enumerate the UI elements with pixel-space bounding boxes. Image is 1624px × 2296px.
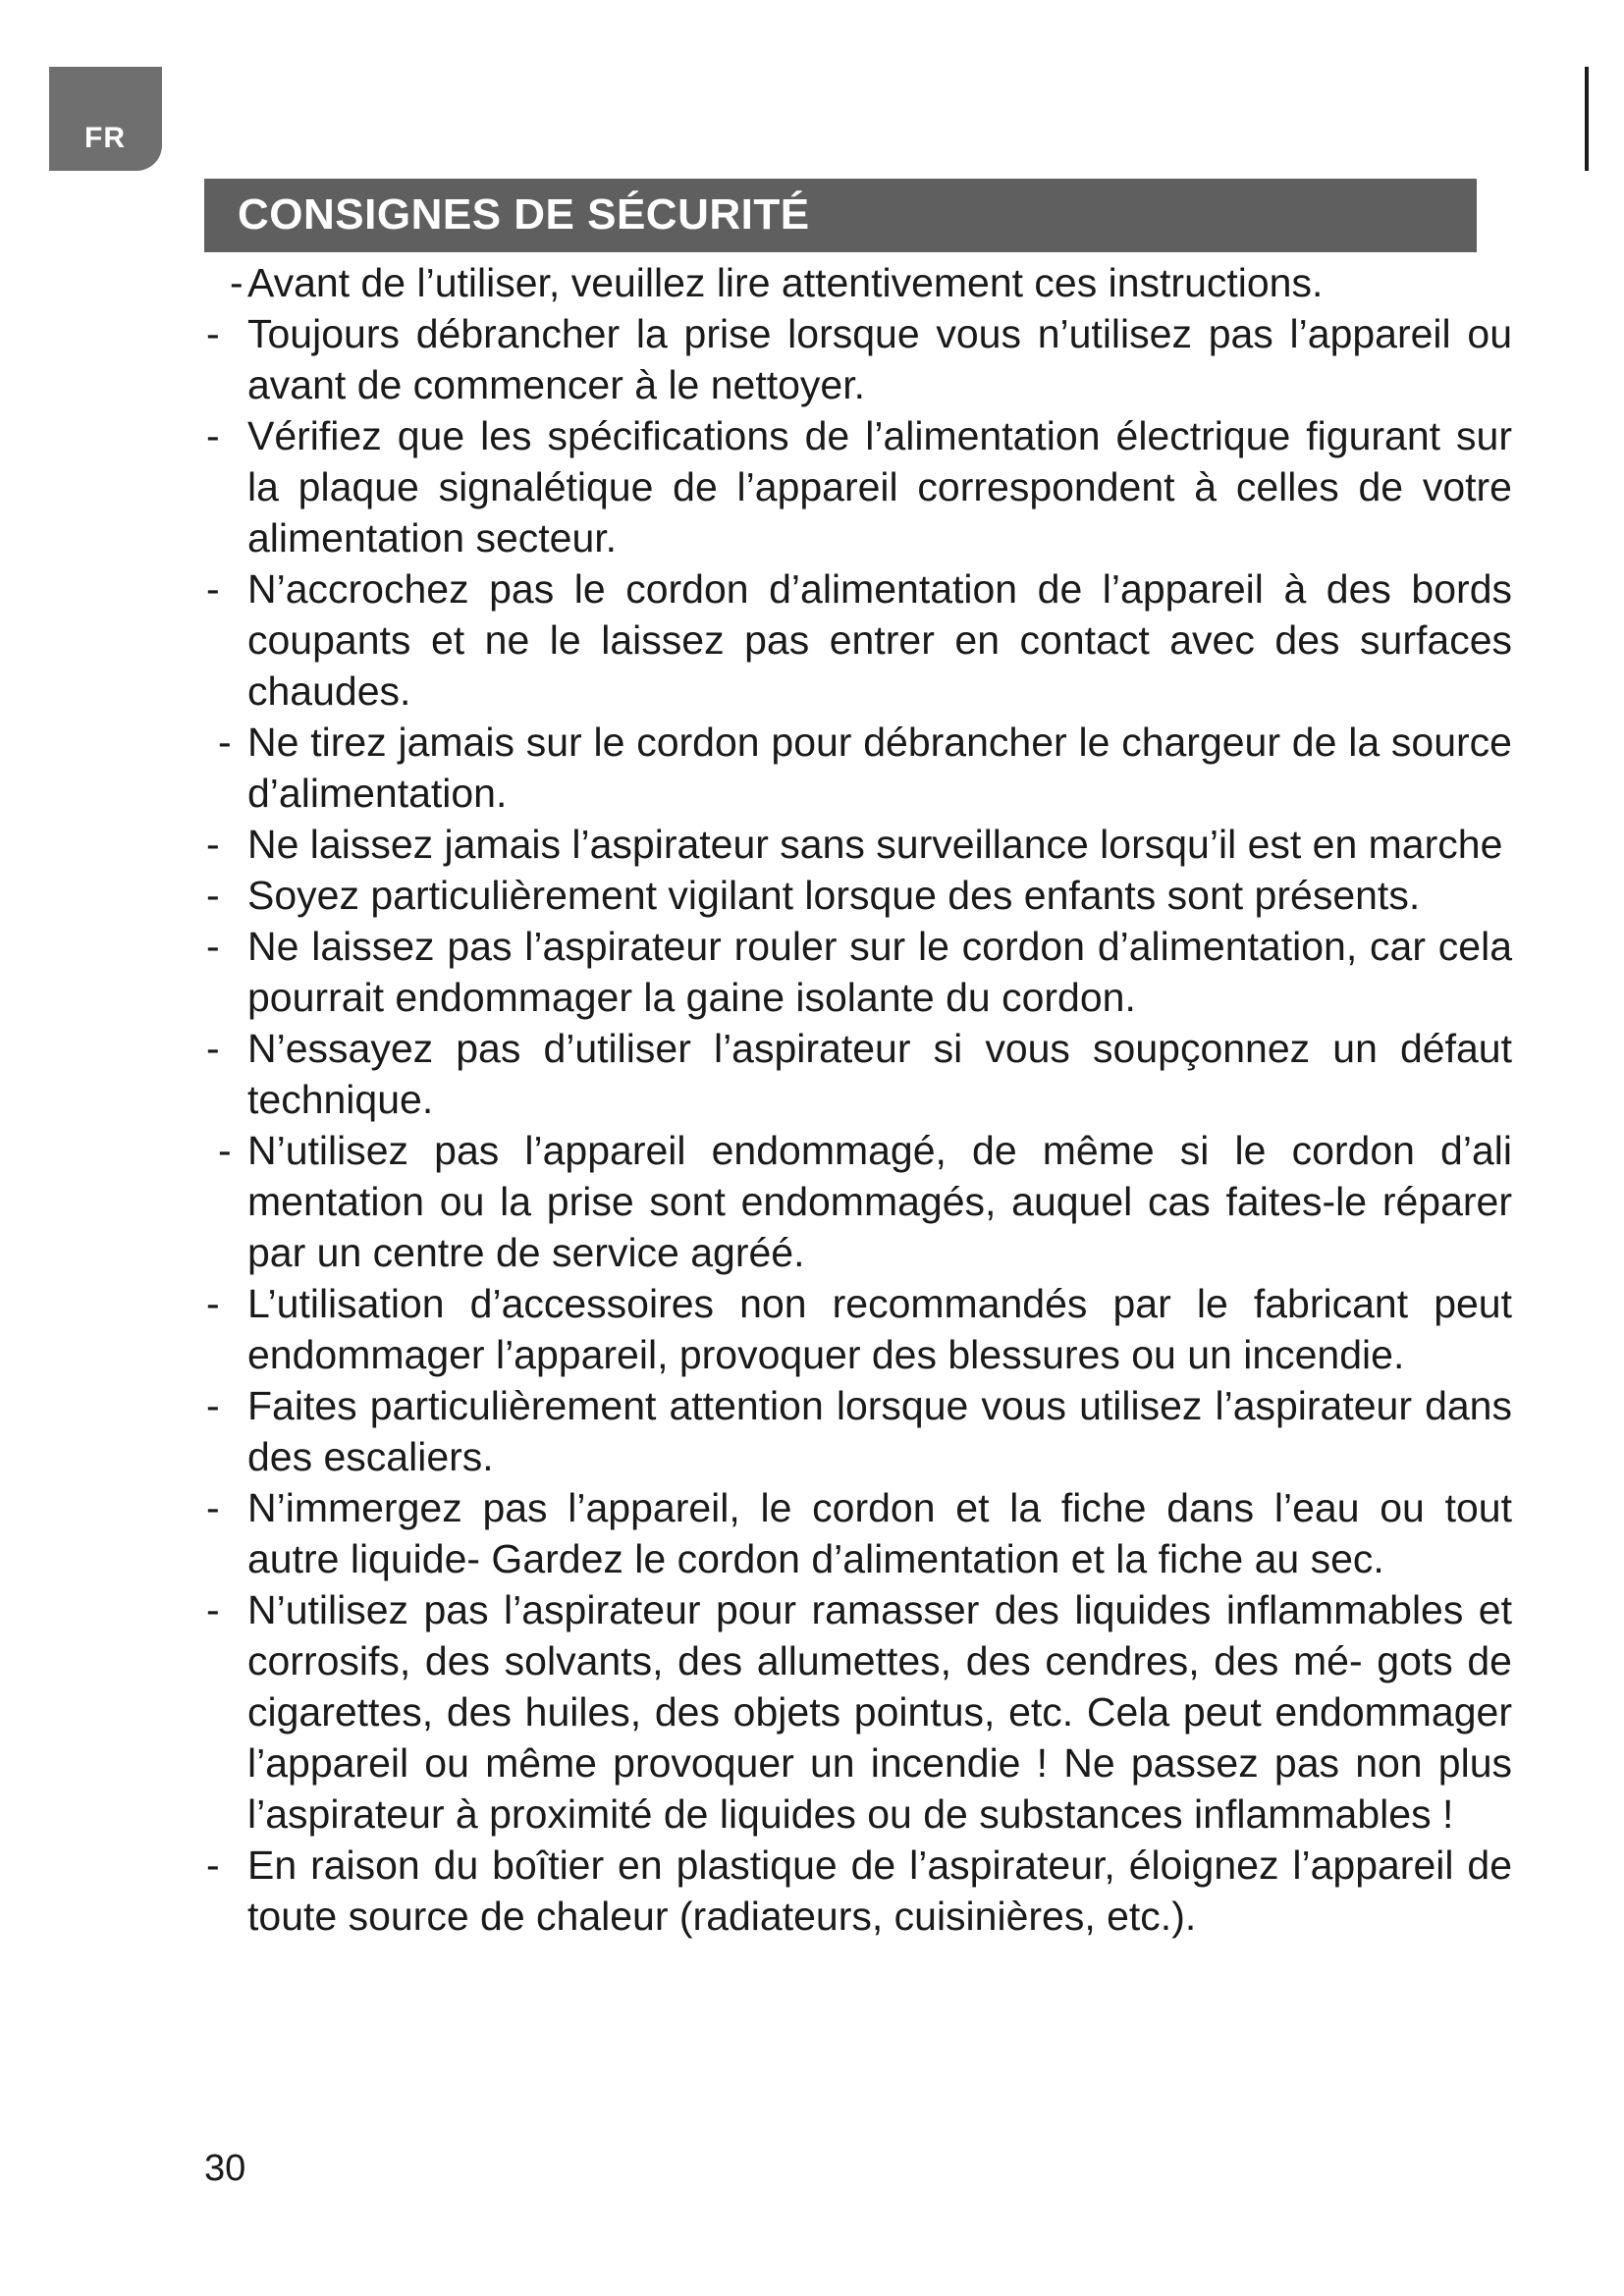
list-item: - Avant de l’utiliser, veuillez lire attentivement ces instructions. — [196, 257, 1512, 308]
page-number: 30 — [204, 2148, 246, 2189]
list-item: - En raison du boîtier en plastique de l’aspirateur, éloignez l’appareil de toute source de chaleur (radiateurs, cuisinières, etc.). — [196, 1840, 1512, 1942]
list-item: - N’accrochez pas le cordon d’alimentation de l’appareil à des bords coupants et ne le laissez pas entrer en contact avec des surfaces chaudes. — [196, 563, 1512, 717]
list-item: - Soyez particulièrement vigilant lorsque des enfants sont présents. — [196, 870, 1512, 921]
list-item: - N’immergez pas l’appareil, le cordon et la fiche dans l’eau ou tout autre liquide- Gardez le cordon d’alimentation et la fiche au sec. — [196, 1482, 1512, 1584]
list-item: - Vérifiez que les spécifications de l’alimentation électrique figurant sur la plaque signalétique de l’appareil correspondent à celles de votre alimentation secteur. — [196, 410, 1512, 563]
section-title: CONSIGNES DE SÉCURITÉ — [238, 190, 810, 239]
margin-rule — [1585, 67, 1589, 171]
list-item: - N’utilisez pas l’appareil endommagé, de même si le cordon d’ali mentation ou la prise sont endommagés, auquel cas faites-le réparer par un centre de service agréé. — [196, 1125, 1512, 1278]
safety-instructions-list — [196, 257, 1512, 1942]
language-tab — [49, 67, 162, 171]
list-item: - Ne laissez pas l’aspirateur rouler sur le cordon d’alimentation, car cela pourrait endommager la gaine isolante du cordon. — [196, 921, 1512, 1023]
language-tab-label: FR — [84, 122, 126, 154]
list-item: - L’utilisation d’accessoires non recommandés par le fabricant peut endommager l’appareil, provoquer des blessures ou un incendie. — [196, 1278, 1512, 1380]
section-header — [204, 179, 1477, 252]
list-item: - Faites particulièrement attention lorsque vous utilisez l’aspirateur dans des escaliers. — [196, 1380, 1512, 1482]
list-item: - N’essayez pas d’utiliser l’aspirateur si vous soupçonnez un défaut technique. — [196, 1023, 1512, 1125]
list-item: - Ne laissez jamais l’aspirateur sans surveillance lorsqu’il est en marche — [196, 819, 1512, 870]
list-item: - Toujours débrancher la prise lorsque vous n’utilisez pas l’appareil ou avant de commencer à le nettoyer. — [196, 308, 1512, 410]
list-item: - N’utilisez pas l’aspirateur pour ramasser des liquides inflammables et corrosifs, des solvants, des allumettes, des cendres, des mé- gots de cigarettes, des huiles, des objets pointus, etc. Cela peut endommager l’appareil ou même provoquer un incendie ! Ne passez pas non plus l’aspirateur à proximité de liquides ou de substances inflammables ! — [196, 1584, 1512, 1840]
list-item: - Ne tirez jamais sur le cordon pour débrancher le chargeur de la source d’alimentation. — [196, 717, 1512, 819]
